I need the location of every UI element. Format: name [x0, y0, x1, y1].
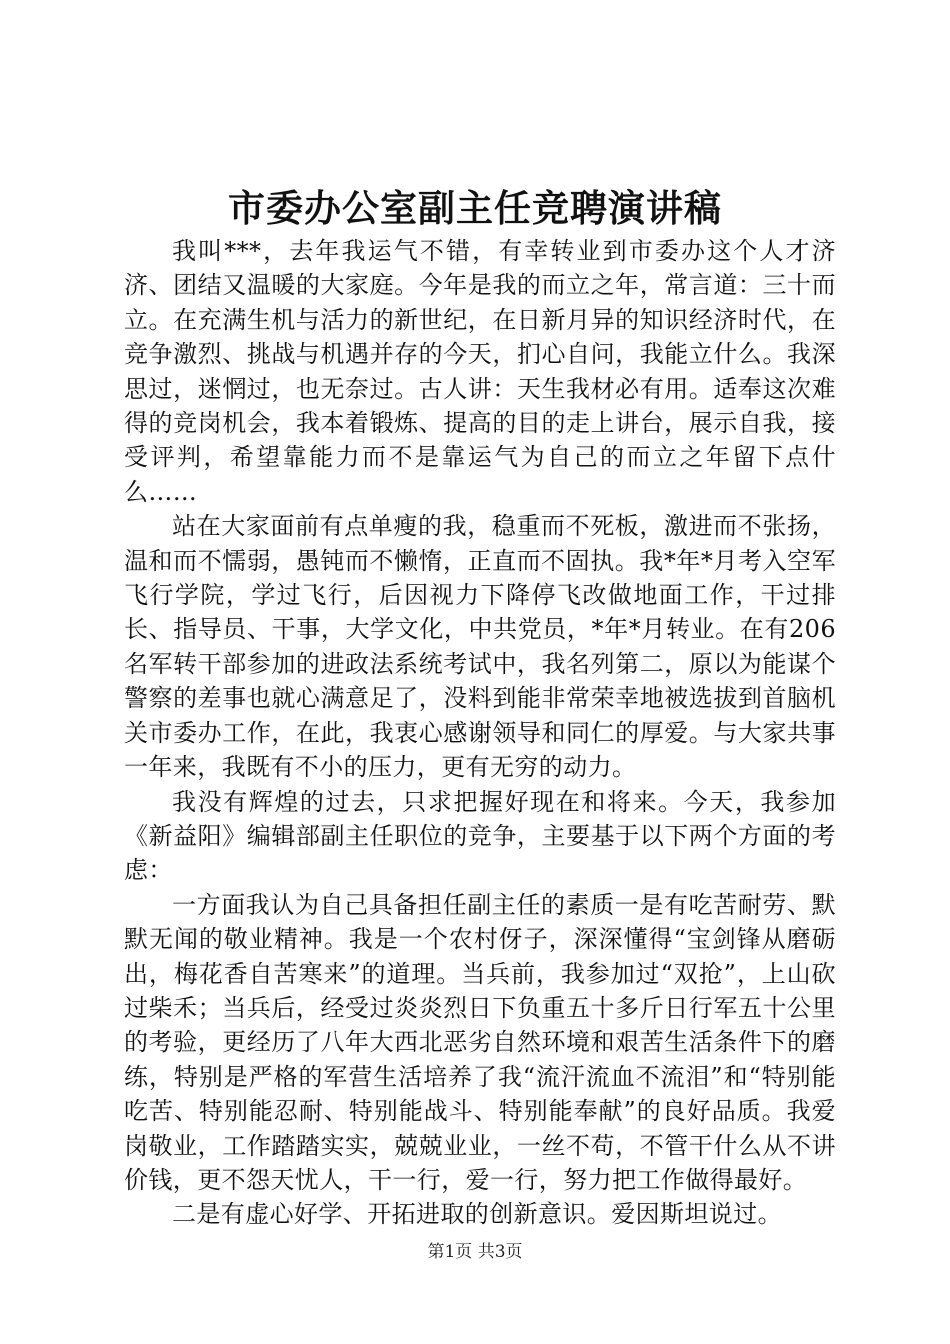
- paragraph-intro: 我叫***，去年我运气不错，有幸转业到市委办这个人才济济、团结又温暖的大家庭。今年是我的而立之年，常言道：三十而立。在充满生机与活力的新世纪，在日新月异的知识经济时代，在竞争激烈、挑战与机遇并存的今天，扪心自问，我能立什么。我深思过，迷惘过，也无奈过。古人讲：天生我材必有用。适奉这次难得的竞岗机会，我本着锻炼、提高的目的走上讲台，展示自我，接受评判，希望靠能力而不是靠运气为自己的而立之年留下点什么……: [124, 237, 836, 506]
- document-body: [124, 234, 836, 1232]
- paragraph-quality-one: 一方面我认为自己具备担任副主任的素质一是有吃苦耐劳、默默无闻的敬业精神。我是一个农村伢子，深深懂得“宝剑锋从磨砺出，梅花香自苦寒来”的道理。当兵前，我参加过“双抢”，上山砍过柴禾；当兵后，经受过炎炎烈日下负重五十多斤日行军五十公里的考验，更经历了八年大西北恶劣自然环境和艰苦生活条件下的磨练，特别是严格的军营生活培养了我“流汗流血不流泪”和“特别能吃苦、特别能忍耐、特别能战斗、特别能奉献”的良好品质。我爱岗敬业，工作踏踏实实，兢兢业业，一丝不苟，不管干什么从不讲价钱，更不怨天忧人，干一行，爱一行，努力把工作做得最好。: [124, 890, 836, 1194]
- document-title: 市委办公室副主任竞聘演讲稿: [228, 186, 722, 230]
- paragraph-motivation: 我没有辉煌的过去，只求把握好现在和将来。今天，我参加《新益阳》编辑部副主任职位的竞争，主要基于以下两个方面的考虑：: [124, 787, 836, 885]
- page-number-footer: 第1页 共3页: [427, 1242, 523, 1262]
- paragraph-background: 站在大家面前有点单瘦的我，稳重而不死板，激进而不张扬，温和而不懦弱，愚钝而不懒惰，正直而不固执。我*年*月考入空军飞行学院，学过飞行，后因视力下降停飞改做地面工作，干过排长、指导员、干事，大学文化，中共党员，*年*月转业。在有206名军转干部参加的进政法系统考试中，我名列第二，原以为能谋个警察的差事也就心满意足了，没料到能非常荣幸地被选拔到首脑机关市委办工作，在此，我衷心感谢领导和同仁的厚爱。与大家共事一年来，我既有不小的压力，更有无穷的动力。: [124, 512, 836, 782]
- paragraph-quality-two: 二是有虚心好学、开拓进取的创新意识。爱因斯坦说过。: [172, 1200, 782, 1229]
